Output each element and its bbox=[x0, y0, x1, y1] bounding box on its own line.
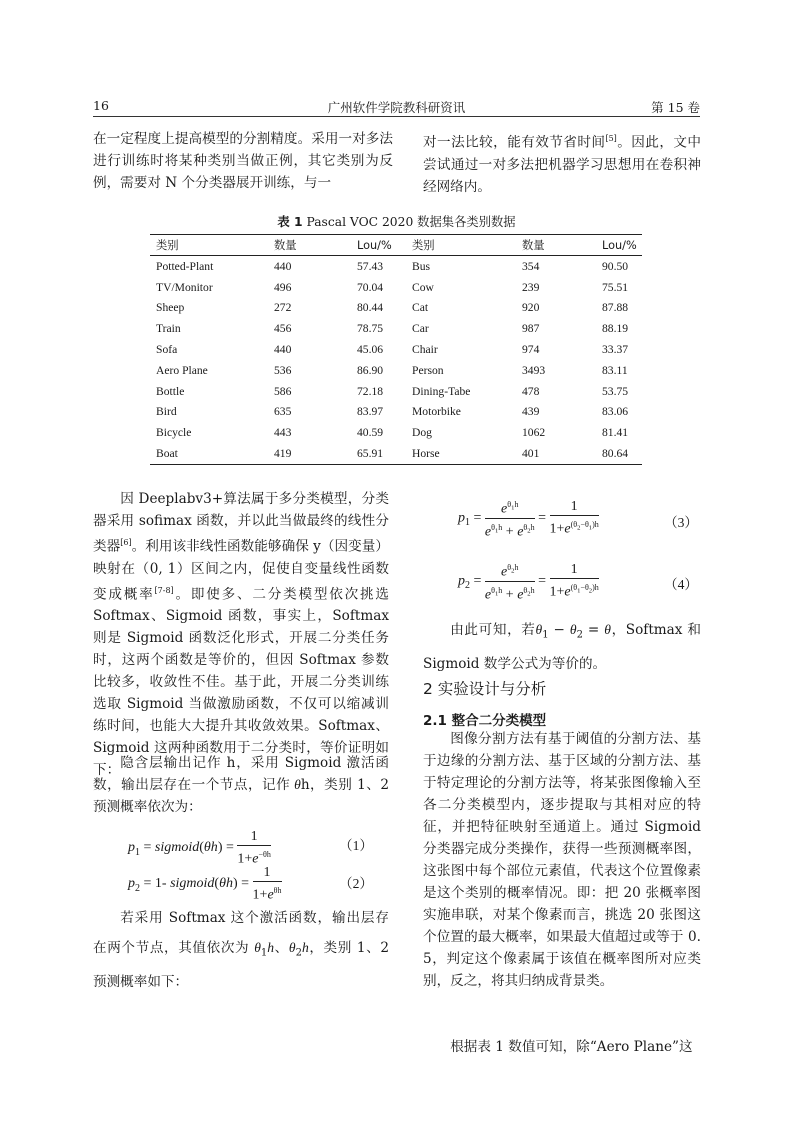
table-cell: 80.64 bbox=[596, 443, 642, 464]
equation-1: $p_1$ = sigmoid(θh) = $\frac{1}{1+e^{-\theta h}}$ bbox=[128, 829, 271, 867]
table-cell: 586 bbox=[274, 384, 292, 398]
table-row bbox=[150, 318, 642, 339]
table-cell: Sheep bbox=[156, 301, 185, 315]
section-2-1-heading: 2.1 整合二分类模型 bbox=[423, 713, 547, 729]
equation-2-number: （2） bbox=[339, 876, 373, 891]
citation: [6] bbox=[120, 538, 132, 547]
table-cell: 88.19 bbox=[602, 322, 629, 336]
table-row bbox=[150, 381, 642, 402]
citation: [5] bbox=[605, 134, 617, 143]
table-header-cell: 数量 bbox=[268, 235, 351, 256]
volume-label: 第 15 卷 bbox=[651, 100, 700, 115]
table-cell: 419 bbox=[268, 443, 351, 464]
table-cell: Bus bbox=[412, 259, 431, 273]
table-cell: Bottle bbox=[156, 384, 185, 398]
table-cell: 86.90 bbox=[357, 363, 384, 377]
right-paragraph-2: 图像分割方法有基于阈值的分割方法、基于边缘的分割方法、基于区域的分割方法、基于特定理论的分割方法等，将某张图像输入至各二分类模型内，逐步提取与其相对应的特征，并把特征映射至通道上。通过 Sigmoid 分类器完成分类操作，获得一些预测概率图，这张图中每个部位元素值，代表这个位置像素是这个类别的概率情况。即：把 20 张概率图实施串联，对某个像素而言，挑选 20 张图这个位置的最大概率，如果最大值超过或等于 0. 5，判定这个像素属于该值在概率图所对应类别，反之，将其归纳成背景类。 bbox=[423, 731, 701, 989]
table-cell: 80.44 bbox=[357, 301, 384, 315]
table-row bbox=[150, 402, 642, 423]
table-cell: Cat bbox=[412, 301, 429, 315]
left-paragraph-2: 隐含层输出记作 h，采用 Sigmoid 激活函数，输出层存在一个节点，记作 θh，类别 1、2 预测概率依次为： bbox=[93, 755, 390, 815]
table-cell: 1062 bbox=[522, 426, 546, 440]
table-cell: 83.11 bbox=[602, 363, 628, 377]
table-cell: Dog bbox=[412, 426, 432, 440]
table-cell: Bird bbox=[156, 405, 177, 419]
table-row bbox=[150, 422, 642, 443]
table-row bbox=[150, 256, 642, 277]
table-cell: Chair bbox=[412, 343, 438, 357]
table-cell: 87.88 bbox=[602, 301, 629, 315]
table-row bbox=[150, 277, 642, 298]
table-cell: Boat bbox=[150, 443, 268, 464]
table-header-cell: Lou/% bbox=[596, 235, 642, 256]
table-cell: 635 bbox=[274, 405, 292, 419]
table-cell: 40.59 bbox=[357, 426, 384, 440]
table-cell: 83.06 bbox=[602, 405, 629, 419]
table-cell: 45.06 bbox=[357, 343, 384, 357]
table-cell: 987 bbox=[522, 322, 540, 336]
table-row bbox=[150, 443, 642, 464]
table-cell: 440 bbox=[274, 343, 292, 357]
table-cell: 496 bbox=[274, 280, 292, 294]
table-cell: 443 bbox=[274, 426, 292, 440]
equation-3-number: （3） bbox=[664, 515, 698, 530]
table-cell: 920 bbox=[522, 301, 540, 315]
table-cell: 439 bbox=[522, 405, 540, 419]
table-row bbox=[150, 360, 642, 381]
table-header-cell: 数量 bbox=[516, 235, 596, 256]
section-2-heading: 2 实验设计与分析 bbox=[423, 680, 547, 698]
table-cell: 78.75 bbox=[357, 322, 384, 336]
table-cell: 33.37 bbox=[602, 343, 629, 357]
left-paragraph-1: 因 Deeplabv3+算法属于多分类模型，分类器采用 sofimax 函数，并以此当做最终的线性分类器[6]。利用该非线性函数能够确保 y（因变量）映射在（0, 1）区间之内，促使自变量线性函数变成概率[7-8]。即使多、二分类模型依次挑选 Softmax、Sigmoid 函数，事实上，Softmax 则是 Sigmoid 函数泛化形式，开展二分类任务时，这两个函数是等价的，但因 Softmax 参数比较多，收敛性不佳。基于此，开展二分类训练选取 Sigmoid 当做激励函数，不仅可以缩减训练时间，也能大大提升其收敛效果。Softmax、Sigmoid 这两种函数用于二分类时，等价证明如下： bbox=[93, 491, 390, 779]
table-cell: 239 bbox=[522, 280, 540, 294]
table-cell: Sofa bbox=[156, 343, 178, 357]
table-cell: Train bbox=[156, 322, 181, 336]
page-number: 16 bbox=[93, 98, 109, 113]
table-cell: 70.04 bbox=[357, 280, 384, 294]
table-cell: 75.51 bbox=[602, 280, 629, 294]
table-cell: Dining-Tabe bbox=[412, 384, 471, 398]
table-cell: Bicycle bbox=[156, 426, 192, 440]
table-caption: 表 1 Pascal VOC 2020 数据集各类别数据 bbox=[277, 215, 516, 229]
table-cell: Car bbox=[412, 322, 429, 336]
table-cell: 72.18 bbox=[357, 384, 384, 398]
right-paragraph-1: 由此可知，若$\theta_1 - \theta_2 = \theta$，Softmax 和 Sigmoid 数学公式为等价的。 bbox=[423, 622, 701, 672]
table-row bbox=[150, 339, 642, 360]
table-header-cell: 类别 bbox=[150, 235, 268, 256]
citation: [7-8] bbox=[154, 585, 174, 595]
table-cell: 272 bbox=[274, 301, 292, 315]
table-cell: 3493 bbox=[522, 363, 546, 377]
table-cell: 478 bbox=[522, 384, 540, 398]
journal-title: 广州软件学院教科研资讯 bbox=[327, 100, 466, 115]
table-cell: 536 bbox=[274, 363, 292, 377]
equation-1-number: （1） bbox=[339, 838, 373, 853]
top-right-paragraph: 对一法比较，能有效节省时间[5]。因此，文中尝试通过一对多法把机器学习思想用在卷积神经网络内。 bbox=[423, 134, 702, 195]
table-cell: 974 bbox=[522, 343, 540, 357]
table-cell: 53.75 bbox=[602, 384, 629, 398]
table-cell: Potted-Plant bbox=[156, 259, 214, 273]
table-cell: 81.41 bbox=[602, 426, 629, 440]
equation-3: $p_1$ = $\frac{e^{\theta_1h}}{e^{\theta_1h} + e^{\theta_2h}}$ = $\frac{1}{1+e^{(\theta_2-\theta_1)h}}$ bbox=[458, 496, 599, 540]
table-cell: Motorbike bbox=[412, 405, 461, 419]
equation-4-number: （4） bbox=[664, 577, 698, 592]
table-cell: 83.97 bbox=[357, 405, 384, 419]
table-cell: 401 bbox=[516, 443, 596, 464]
right-paragraph-3: 根据表 1 数值可知，除“Aero Plane”这 bbox=[450, 1039, 693, 1055]
table-cell: 456 bbox=[274, 322, 292, 336]
page-header bbox=[93, 96, 700, 117]
table-cell: 440 bbox=[274, 259, 292, 273]
table-cell: Aero Plane bbox=[156, 363, 208, 377]
table-cell: Horse bbox=[406, 443, 516, 464]
table-cell: 57.43 bbox=[357, 259, 384, 273]
table-cell: Cow bbox=[412, 280, 434, 294]
table-header-cell: Lou/% bbox=[351, 235, 406, 256]
table-cell: 65.91 bbox=[351, 443, 406, 464]
table-cell: 90.50 bbox=[602, 259, 629, 273]
table-row bbox=[150, 298, 642, 319]
table-cell: Person bbox=[412, 363, 444, 377]
data-table bbox=[150, 234, 642, 465]
equation-2: $p_2 = 1-$ sigmoid(θh) = $\frac{1}{1+e^{\theta h}}$ bbox=[128, 865, 282, 903]
table-header-cell: 类别 bbox=[406, 235, 516, 256]
table-cell: 354 bbox=[522, 259, 540, 273]
equation-4: $p_2$ = $\frac{e^{\theta_2h}}{e^{\theta_1h} + e^{\theta_2h}}$ = $\frac{1}{1+e^{(\theta_1-\theta_2)h}}$ bbox=[458, 559, 599, 603]
left-paragraph-3: 若采用 Softmax 这个激活函数，输出层存在两个节点，其值依次为 $\theta_1h$、$\theta_2h$，类别 1、2 预测概率如下： bbox=[93, 910, 390, 990]
table-cell: TV/Monitor bbox=[156, 280, 213, 294]
top-left-paragraph: 在一定程度上提高模型的分割精度。采用一对多法进行训练时将某种类别当做正例，其它类别为反例，需要对 N 个分类器展开训练，与一 bbox=[93, 131, 393, 191]
